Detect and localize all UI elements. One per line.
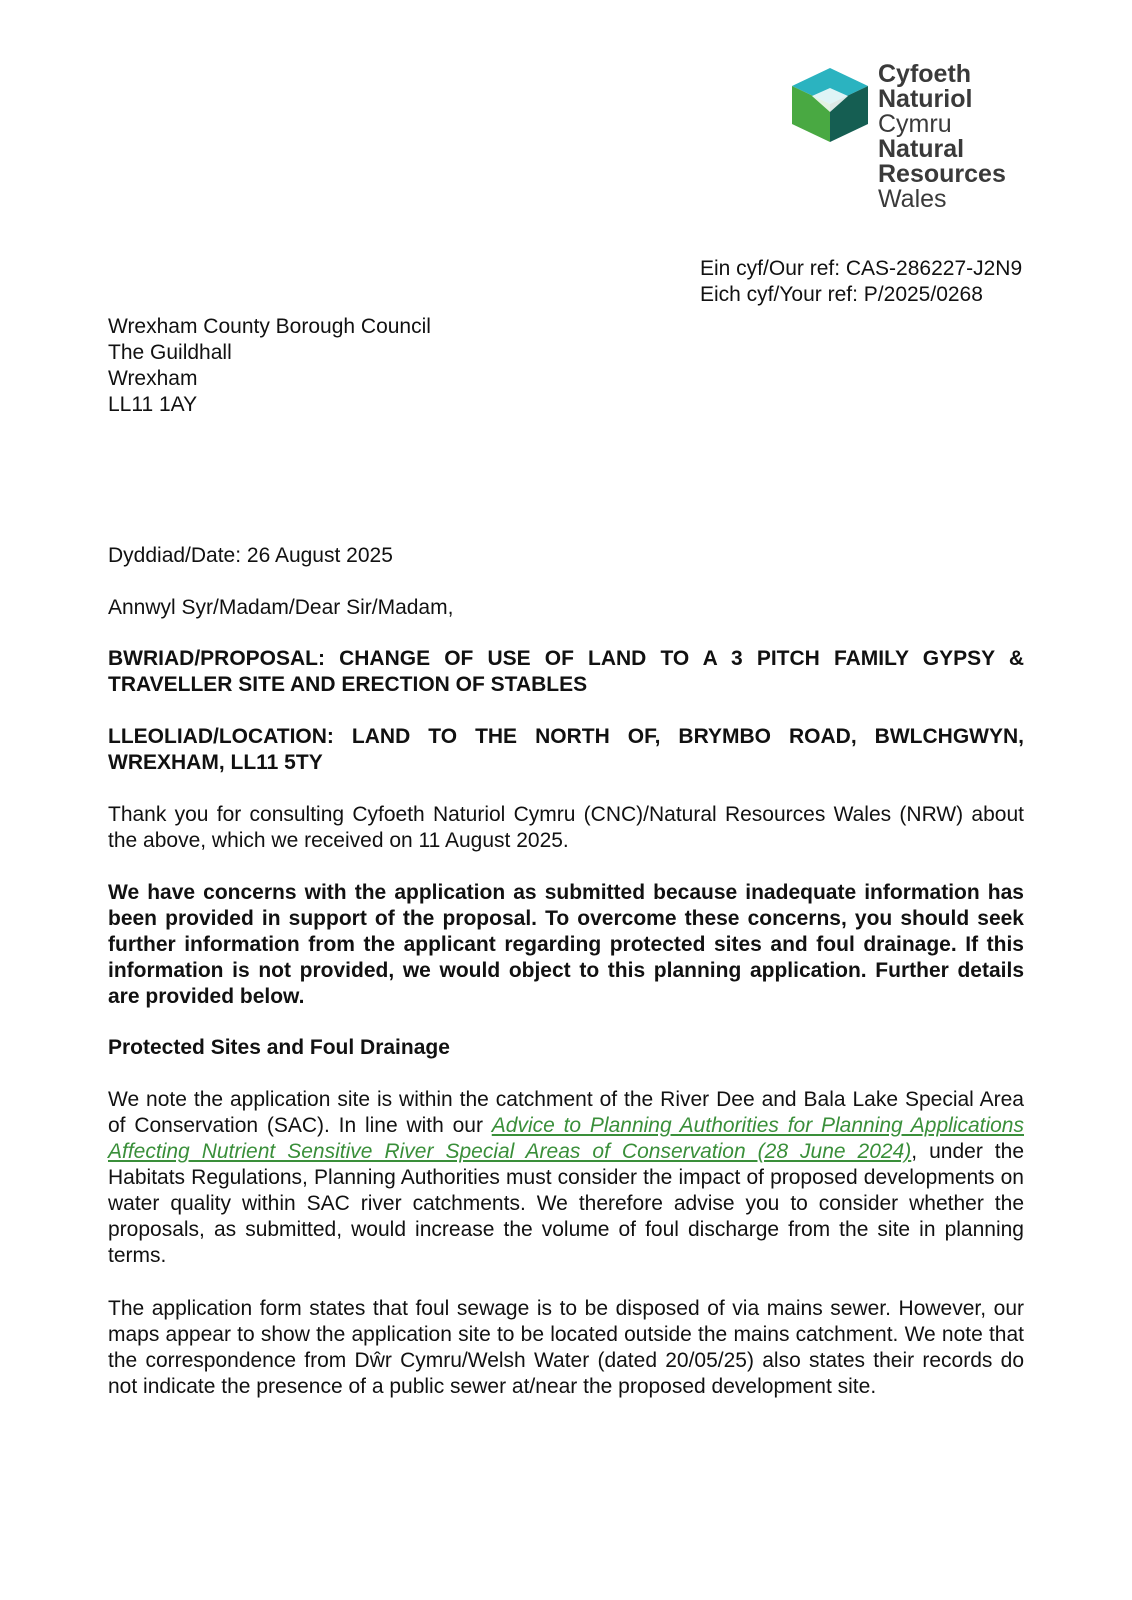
location-heading: LLEOLIAD/LOCATION: LAND TO THE NORTH OF, BRYMBO ROAD, BWLCHGWYN, WREXHAM, LL11 5TY (108, 725, 1024, 774)
logo-line: Cymru (878, 110, 952, 138)
your-reference: Eich cyf/Your ref: P/2025/0268 (700, 283, 983, 306)
nrw-logo-text (878, 62, 1006, 212)
address-line: Wrexham County Borough Council (108, 315, 431, 338)
address-line: The Guildhall (108, 341, 232, 364)
salutation: Annwyl Syr/Madam/Dear Sir/Madam, (108, 596, 454, 619)
logo-line: Cyfoeth (878, 60, 972, 88)
protected-sites-paragraph (108, 1087, 1024, 1269)
logo-line: Naturiol (878, 85, 973, 113)
proposal-heading: BWRIAD/PROPOSAL: CHANGE OF USE OF LAND TO A 3 PITCH FAMILY GYPSY & TRAVELLER SITE AND ERECTION OF STABLES (108, 647, 1024, 696)
our-reference: Ein cyf/Our ref: CAS-286227-J2N9 (700, 257, 1023, 280)
paragraph-text: We note the application site is within the catchment of the River Dee and Bala Lake Special Area of Conservation (SAC). In line with our (108, 1088, 1024, 1137)
foul-sewage-paragraph: The application form states that foul sewage is to be disposed of via mains sewer. However, our maps appear to show the application site to be located outside the mains catchment. We note that the correspondence from Dŵr Cymru/Welsh Water (dated 20/05/25) also states their records do not indicate the presence of a public sewer at/near the proposed development site. (108, 1297, 1024, 1398)
advice-link[interactable]: Advice to Planning Authorities for Planning Applications Affecting Nutrient Sensitive River Special Areas of Conservation (28 June 2024) (108, 1114, 1024, 1163)
nrw-logo (792, 60, 1042, 220)
reference-block (700, 256, 1022, 308)
address-line: Wrexham (108, 367, 198, 390)
paragraph-text: , under the Habitats Regulations, Planning Authorities must consider the impact of proposed developments on water quality within SAC river catchments. We therefore advise you to consider whether the proposals, as submitted, would increase the volume of foul discharge from the site in planning terms. (108, 1140, 1025, 1267)
nrw-logo-mark-icon (792, 68, 868, 142)
section-heading: Protected Sites and Foul Drainage (108, 1036, 450, 1059)
thanks-paragraph: Thank you for consulting Cyfoeth Naturiol Cymru (CNC)/Natural Resources Wales (NRW) about the above, which we received on 11 August 2025. (108, 803, 1024, 852)
logo-line: Wales (878, 185, 947, 213)
logo-line: Natural (878, 135, 965, 163)
concerns-paragraph: We have concerns with the application as submitted because inadequate information has been provided in support of the proposal. To overcome these concerns, you should seek further information from the applicant regarding protected sites and foul drainage. If this information is not provided, we would object to this planning application. Further details are provided below. (108, 881, 1024, 1008)
letter-date: Dyddiad/Date: 26 August 2025 (108, 544, 393, 567)
address-line: LL11 1AY (108, 393, 198, 416)
recipient-address (108, 314, 431, 418)
logo-line: Resources (878, 160, 1006, 188)
